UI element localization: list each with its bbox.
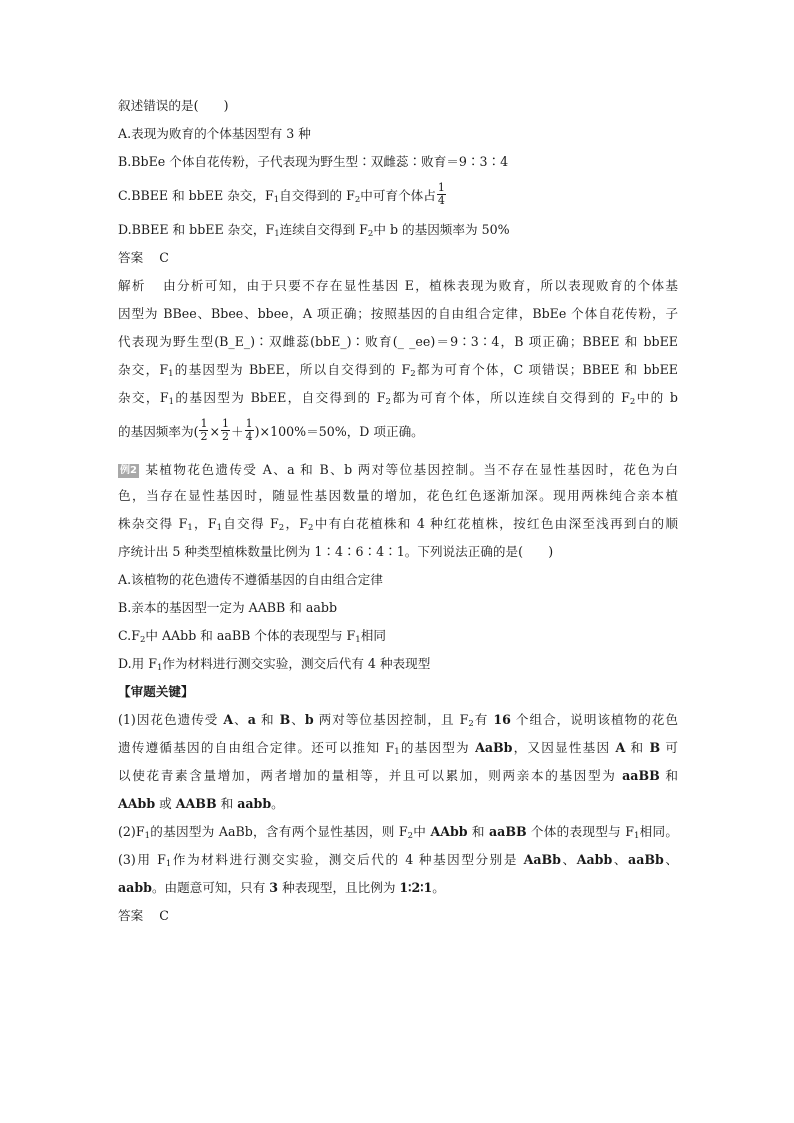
option-d-2: D.用 $F_1$作为材料进行测交实验，测交后代有 4 种表现型	[118, 656, 431, 673]
option-a-2: A.该植物的花色遗传不遵循基因的自由组合定律	[118, 572, 383, 587]
key1-line-2: 遗传遵循基因的自由组合定律。还可以推知 $F_1$的基因型为 AaBb，又因显性基因 A 和 B 可	[118, 740, 678, 757]
answer-2: 答案 C	[118, 908, 169, 923]
fraction: $\frac{1}{2}$	[222, 417, 230, 443]
key3-line-1: (3)用 $F_1$作为材料进行测交实验，测交后代的 4 种基因型分别是 AaBb、Aabb、aaBb、	[118, 852, 678, 869]
option-c-1: C.BBEE 和 bbEE 杂交，$F_1$自交得到的 $F_2$中可育个体占 $\frac{1}{4}$	[118, 181, 445, 207]
key2-line-1: $(2)F_1$的基因型为 AaBb，含有两个显性基因，则 $F_2$中 AAbb 和 aaBB 个体的表现型与 $F_1$相同。	[118, 824, 678, 841]
analysis-line-4: 杂交，$F_1$的基因型为 BbEE，所以自交得到的 $F_2$都为可育个体，C 项错误；BBEE 和 bbEE	[118, 362, 678, 379]
analysis-line-3: 代表现为野生型(B_E_)∶双雌蕊(bbE_)∶败育(_ _ee)＝9∶3∶4，B 项正确；BBEE 和 bbEE	[118, 334, 678, 349]
example-line-4: 序统计出 5 种类型植株数量比例为 1∶4∶6∶4∶1。下列说法正确的是( )	[118, 544, 554, 559]
example-line-1: 例2 某植物花色遗传受 A、a 和 B、b 两对等位基因控制。当不存在显性基因时，花色为白	[120, 462, 678, 477]
fraction: $\frac{1}{2}$	[200, 417, 208, 443]
analysis-line-1: 解析 由分析可知，由于只要不存在显性基因 E，植株表现为败育，所以表现败育的个体基	[118, 278, 679, 293]
example-badge: 例2	[120, 465, 137, 476]
document-page	[118, 92, 678, 930]
option-a-1: A.表现为败育的个体基因型有 3 种	[118, 126, 311, 141]
example-line-3: 株杂交得 $F_1$，$F_1$自交得 $F_2$，$F_2$中有白花植株和 4 种红花植株，按红色由深至浅再到白的顺	[118, 516, 678, 533]
key1-line-1: (1)因花色遗传受 A、a 和 B、b 两对等位基因控制，且 $F_2$有 16 个组合，说明该植物的花色	[118, 712, 678, 729]
option-c-2: $C.F_2$中 AAbb 和 aaBB 个体的表现型与 $F_1$相同	[118, 628, 386, 645]
analysis-line-6: 的基因频率为( $\frac{1}{2}$ × $\frac{1}{2}$ ＋ $\frac{1}{4}$ )×100%＝50%，D 项正确。	[118, 417, 424, 443]
key-title: 【审题关键】	[118, 684, 194, 699]
option-b-2: B.亲本的基因型一定为 AABB 和 aabb	[118, 600, 338, 615]
fraction: $\frac{1}{4}$	[245, 417, 253, 443]
key1-line-3: 以使花青素含量增加，两者增加的量相等，并且可以累加，则两亲本的基因型为 aaBB 和	[118, 768, 678, 783]
answer-1: 答案 C	[118, 250, 169, 265]
key1-line-4: AAbb 或 AABB 和 aabb。	[118, 796, 284, 811]
key3-line-2: aabb。由题意可知，只有 3 种表现型，且比例为 1∶2∶1。	[118, 880, 445, 895]
option-d-1: D.BBEE 和 bbEE 杂交，$F_1$连续自交得到 $F_2$中 b 的基因频率为 50%	[118, 222, 510, 239]
question-tail: 叙述错误的是( )	[118, 98, 229, 113]
fraction: $\frac{1}{4}$	[437, 181, 445, 207]
example-line-2: 色，当存在显性基因时，随显性基因数量的增加，花色红色逐渐加深。现用两株纯合亲本植	[118, 488, 678, 503]
option-b-1: B.BbEe 个体自花传粉，子代表现为野生型∶双雌蕊∶败育＝9∶3∶4	[118, 154, 509, 169]
analysis-line-5: 杂交，$F_1$的基因型为 BbEE，自交得到的 $F_2$都为可育个体，所以连续自交得到的 $F_2$中的 b	[118, 390, 678, 407]
analysis-line-2: 因型为 BBee、Bbee、bbee，A 项正确；按照基因的自由组合定律，BbEe 个体自花传粉，子	[118, 306, 678, 321]
